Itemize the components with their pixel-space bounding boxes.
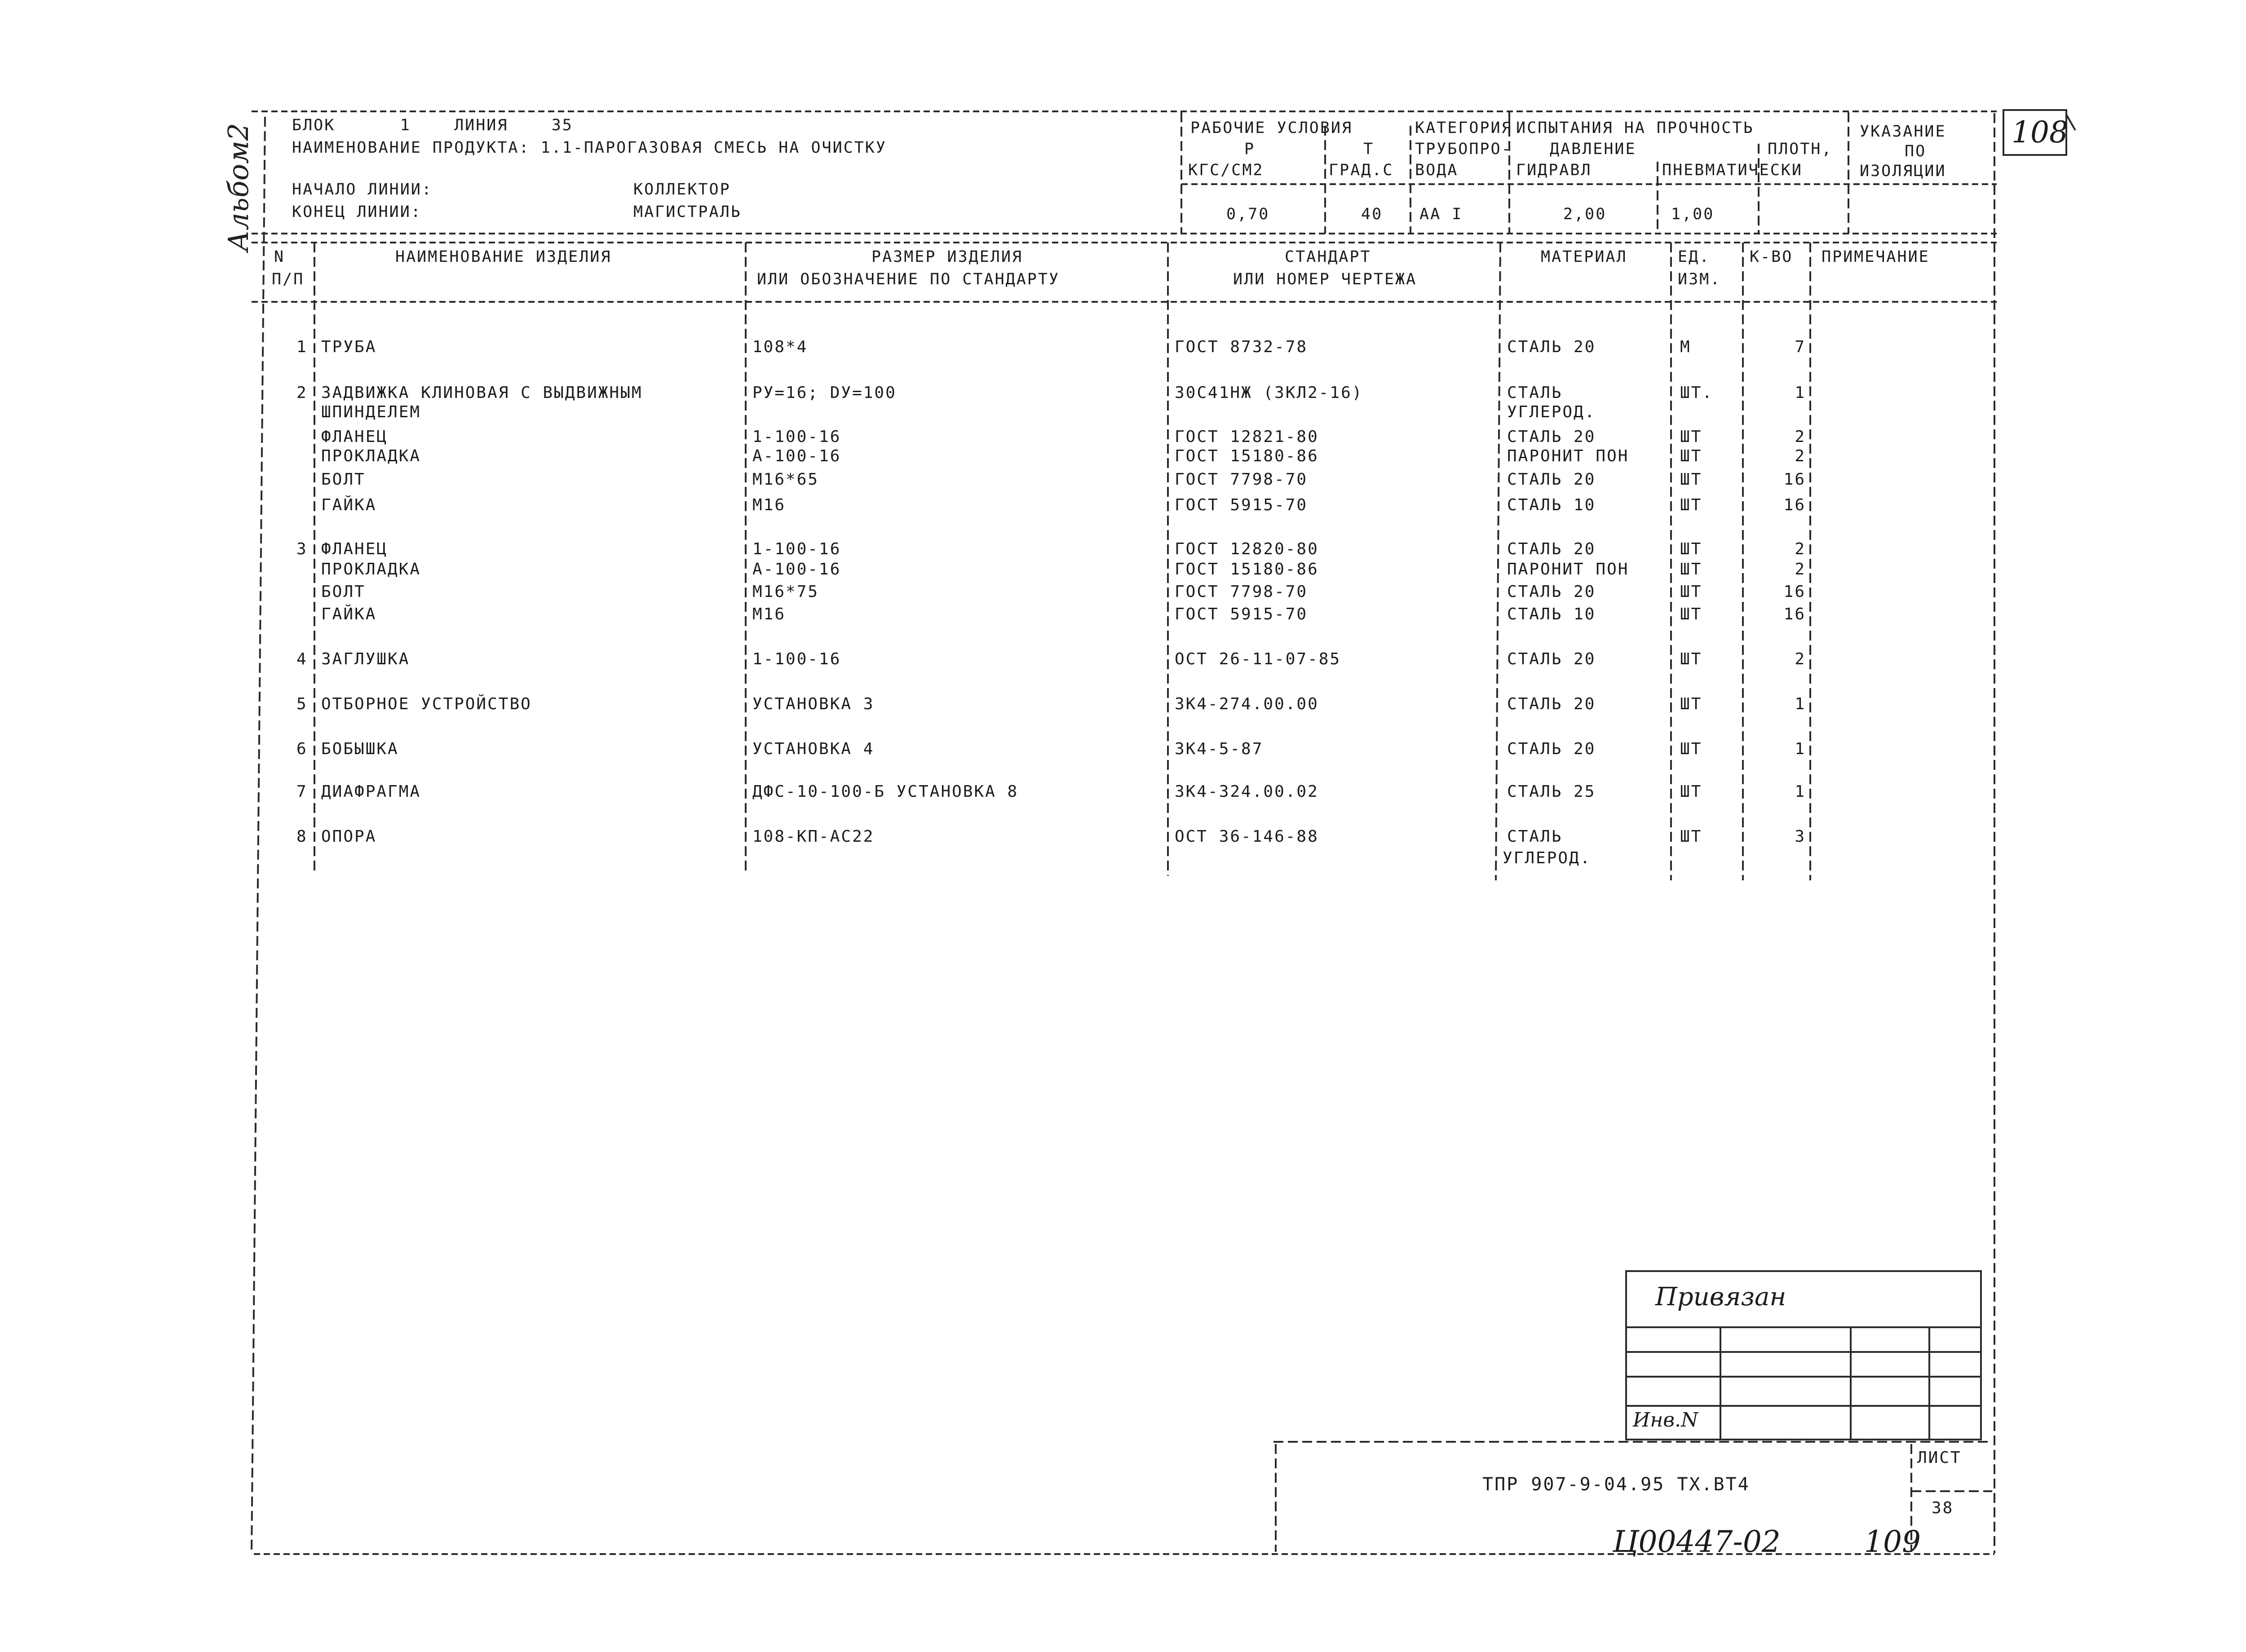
- row-material: СТАЛЬ 20: [1507, 338, 1596, 356]
- row-name: ТРУБА: [321, 338, 377, 356]
- col-num-2: П/П: [272, 270, 305, 288]
- row-name: ПРОКЛАДКА: [321, 447, 421, 465]
- row-name: ПРОКЛАДКА: [321, 560, 421, 579]
- tests-pressure: ДАВЛЕНИЕ: [1550, 140, 1636, 158]
- row-material: СТАЛЬ 10: [1507, 605, 1596, 623]
- row-name: ЗАГЛУШКА: [321, 650, 410, 668]
- row-size: 1-100-16: [752, 650, 841, 668]
- row-unit: ШТ: [1680, 496, 1702, 514]
- conditions-t: Т: [1363, 140, 1375, 158]
- row-material: УГЛЕРОД.: [1503, 849, 1592, 867]
- col-name: НАИМЕНОВАНИЕ ИЗДЕЛИЯ: [395, 248, 612, 266]
- col-size-2: ИЛИ ОБОЗНАЧЕНИЕ ПО СТАНДАРТУ: [757, 270, 1060, 288]
- row-unit: ШТ: [1680, 560, 1702, 579]
- row-material: СТАЛЬ 20: [1507, 540, 1596, 558]
- tests-pneumatic-value: 1,00: [1671, 205, 1715, 223]
- row-num: 5: [296, 695, 308, 713]
- col-qty: К-ВО: [1750, 248, 1793, 266]
- row-name: ОПОРА: [321, 827, 377, 846]
- insulation-label-1: УКАЗАНИЕ: [1860, 123, 1946, 141]
- row-num: 8: [296, 827, 308, 846]
- row-unit: ШТ: [1680, 605, 1702, 623]
- row-std: ГОСТ 5915-70: [1175, 605, 1308, 623]
- category-label-1: КАТЕГОРИЯ: [1415, 119, 1512, 137]
- row-num: 6: [296, 740, 308, 758]
- row-num: 3: [296, 540, 308, 558]
- category-label-3: ВОДА: [1415, 161, 1459, 179]
- row-unit: ШТ.: [1680, 384, 1714, 402]
- row-material: СТАЛЬ 20: [1507, 470, 1596, 489]
- conditions-t-unit: ГРАД.С: [1329, 161, 1394, 179]
- row-unit: ШТ: [1680, 470, 1702, 489]
- row-material: СТАЛЬ: [1507, 827, 1563, 846]
- row-unit: ШТ: [1680, 740, 1702, 758]
- row-qty: 2: [1795, 428, 1806, 446]
- row-qty: 7: [1795, 338, 1806, 356]
- col-unit-1: ЕД.: [1678, 248, 1711, 266]
- row-std: ОСТ 36-146-88: [1175, 827, 1319, 846]
- row-std: ГОСТ 15180-86: [1175, 447, 1319, 465]
- row-qty: 3: [1795, 827, 1806, 846]
- tests-hydraulic-value: 2,00: [1563, 205, 1607, 223]
- col-num-1: N: [274, 248, 285, 266]
- conditions-p: Р: [1244, 140, 1256, 158]
- row-std: 3К4-5-87: [1175, 740, 1264, 758]
- header-block: БЛОК 1 ЛИНИЯ 35: [292, 116, 573, 134]
- row-size: М16: [752, 605, 786, 623]
- tests-title: ИСПЫТАНИЯ НА ПРОЧНОСТЬ: [1516, 119, 1754, 137]
- title-sheet-label: ЛИСТ: [1917, 1449, 1962, 1467]
- insulation-label-3: ИЗОЛЯЦИИ: [1860, 162, 1946, 180]
- row-qty: 2: [1795, 540, 1806, 558]
- row-name: ФЛАНЕЦ: [321, 540, 388, 558]
- row-material: ПАРОНИТ ПОН: [1507, 447, 1629, 465]
- tests-density: ПЛОТН,: [1768, 140, 1833, 158]
- row-qty: 16: [1783, 496, 1806, 514]
- row-std: 3К4-274.00.00: [1175, 695, 1319, 713]
- row-size: УСТАНОВКА 4: [752, 740, 875, 758]
- footer-page: 109: [1864, 1524, 1921, 1559]
- row-material: СТАЛЬ 10: [1507, 496, 1596, 514]
- title-designation: ТПР 907-9-04.95 ТХ.ВТ4: [1482, 1474, 1750, 1495]
- header-line-end-value: МАГИСТРАЛЬ: [633, 203, 742, 221]
- row-qty: 16: [1783, 583, 1806, 601]
- row-qty: 16: [1783, 470, 1806, 489]
- category-value: АА I: [1419, 205, 1463, 223]
- row-size: А-100-16: [752, 560, 841, 579]
- row-size: ДФС-10-100-Б УСТАНОВКА 8: [752, 782, 1019, 801]
- row-name: ОТБОРНОЕ УСТРОЙСТВО: [321, 695, 532, 713]
- row-unit: ШТ: [1680, 695, 1702, 713]
- row-material: СТАЛЬ 20: [1507, 583, 1596, 601]
- row-std: ГОСТ 5915-70: [1175, 496, 1308, 514]
- conditions-t-value: 40: [1361, 205, 1383, 223]
- row-name: ЗАДВИЖКА КЛИНОВАЯ С ВЫДВИЖНЫМ: [321, 384, 643, 402]
- row-name: ФЛАНЕЦ: [321, 428, 388, 446]
- row-qty: 1: [1795, 782, 1806, 801]
- col-note: ПРИМЕЧАНИЕ: [1822, 248, 1930, 266]
- tests-hydraulic: ГИДРАВЛ: [1516, 161, 1592, 179]
- row-material: ПАРОНИТ ПОН: [1507, 560, 1629, 579]
- row-name: ГАЙКА: [321, 496, 377, 514]
- row-qty: 2: [1795, 560, 1806, 579]
- row-unit: ШТ: [1680, 583, 1702, 601]
- col-size-1: РАЗМЕР ИЗДЕЛИЯ: [871, 248, 1023, 266]
- row-num: 4: [296, 650, 308, 668]
- row-size: 1-100-16: [752, 540, 841, 558]
- row-std: ГОСТ 12820-80: [1175, 540, 1319, 558]
- row-name: ШПИНДЕЛЕМ: [321, 403, 421, 421]
- row-name: БОЛТ: [321, 583, 366, 601]
- row-unit: ШТ: [1680, 650, 1702, 668]
- conditions-p-value: 0,70: [1226, 205, 1270, 223]
- row-size: М16*75: [752, 583, 819, 601]
- title-sheet-number: 38: [1932, 1499, 1954, 1517]
- row-std: ГОСТ 12821-80: [1175, 428, 1319, 446]
- row-std: ГОСТ 7798-70: [1175, 470, 1308, 489]
- stamp-privyazan: Привязан: [1655, 1282, 1786, 1312]
- row-name: ДИАФРАГМА: [321, 782, 421, 801]
- row-material: СТАЛЬ 20: [1507, 695, 1596, 713]
- row-unit: М: [1680, 338, 1691, 356]
- row-material: СТАЛЬ 20: [1507, 428, 1596, 446]
- header-line-end-label: КОНЕЦ ЛИНИИ:: [292, 203, 422, 221]
- row-size: М16: [752, 496, 786, 514]
- row-name: ГАЙКА: [321, 605, 377, 623]
- row-std: 3К4-324.00.02: [1175, 782, 1319, 801]
- row-num: 7: [296, 782, 308, 801]
- row-name: БОБЫШКА: [321, 740, 399, 758]
- footer-code: Ц00447-02: [1613, 1524, 1781, 1559]
- conditions-title: РАБОЧИЕ УСЛОВИЯ: [1190, 119, 1353, 137]
- row-material: СТАЛЬ: [1507, 384, 1563, 402]
- row-std: 30С41НЖ (ЗКЛ2-16): [1175, 384, 1363, 402]
- row-unit: ШТ: [1680, 428, 1702, 446]
- row-num: 1: [296, 338, 308, 356]
- header-line-start-label: НАЧАЛО ЛИНИИ:: [292, 181, 433, 199]
- row-size: 108*4: [752, 338, 808, 356]
- row-qty: 1: [1795, 695, 1806, 713]
- col-std-1: СТАНДАРТ: [1285, 248, 1371, 266]
- row-material: СТАЛЬ 25: [1507, 782, 1596, 801]
- row-size: 108-КП-АС22: [752, 827, 875, 846]
- conditions-p-unit: КГС/СМ2: [1188, 161, 1264, 179]
- row-std: ГОСТ 15180-86: [1175, 560, 1319, 579]
- row-name: БОЛТ: [321, 470, 366, 489]
- row-material: СТАЛЬ 20: [1507, 650, 1596, 668]
- row-qty: 2: [1795, 650, 1806, 668]
- row-size: РУ=16; DУ=100: [752, 384, 897, 402]
- row-std: ГОСТ 8732-78: [1175, 338, 1308, 356]
- row-size: 1-100-16: [752, 428, 841, 446]
- row-qty: 2: [1795, 447, 1806, 465]
- col-unit-2: ИЗМ.: [1678, 270, 1721, 288]
- corner-number: 108: [2012, 115, 2068, 150]
- insulation-label-2: ПО: [1905, 142, 1927, 160]
- stamp-inv: Инв.N: [1633, 1409, 1698, 1431]
- album-label: Альбом2: [222, 123, 255, 252]
- row-std: ГОСТ 7798-70: [1175, 583, 1308, 601]
- row-size: А-100-16: [752, 447, 841, 465]
- row-material: УГЛЕРОД.: [1507, 403, 1596, 421]
- row-unit: ШТ: [1680, 540, 1702, 558]
- row-unit: ШТ: [1680, 827, 1702, 846]
- col-std-2: ИЛИ НОМЕР ЧЕРТЕЖА: [1233, 270, 1417, 288]
- row-qty: 16: [1783, 605, 1806, 623]
- row-unit: ШТ: [1680, 782, 1702, 801]
- row-qty: 1: [1795, 384, 1806, 402]
- header-product: НАИМЕНОВАНИЕ ПРОДУКТА: 1.1-ПАРОГАЗОВАЯ СМЕСЬ НА ОЧИСТКУ: [292, 139, 887, 157]
- row-qty: 1: [1795, 740, 1806, 758]
- row-std: ОСТ 26-11-07-85: [1175, 650, 1341, 668]
- row-size: М16*65: [752, 470, 819, 489]
- col-material: МАТЕРИАЛ: [1541, 248, 1627, 266]
- category-label-2: ТРУБОПРО-: [1415, 140, 1512, 158]
- row-size: УСТАНОВКА 3: [752, 695, 875, 713]
- tests-pneumatic: ПНЕВМАТИЧЕСКИ: [1662, 161, 1803, 179]
- row-unit: ШТ: [1680, 447, 1702, 465]
- row-num: 2: [296, 384, 308, 402]
- header-line-start-value: КОЛЛЕКТОР: [633, 181, 731, 199]
- row-material: СТАЛЬ 20: [1507, 740, 1596, 758]
